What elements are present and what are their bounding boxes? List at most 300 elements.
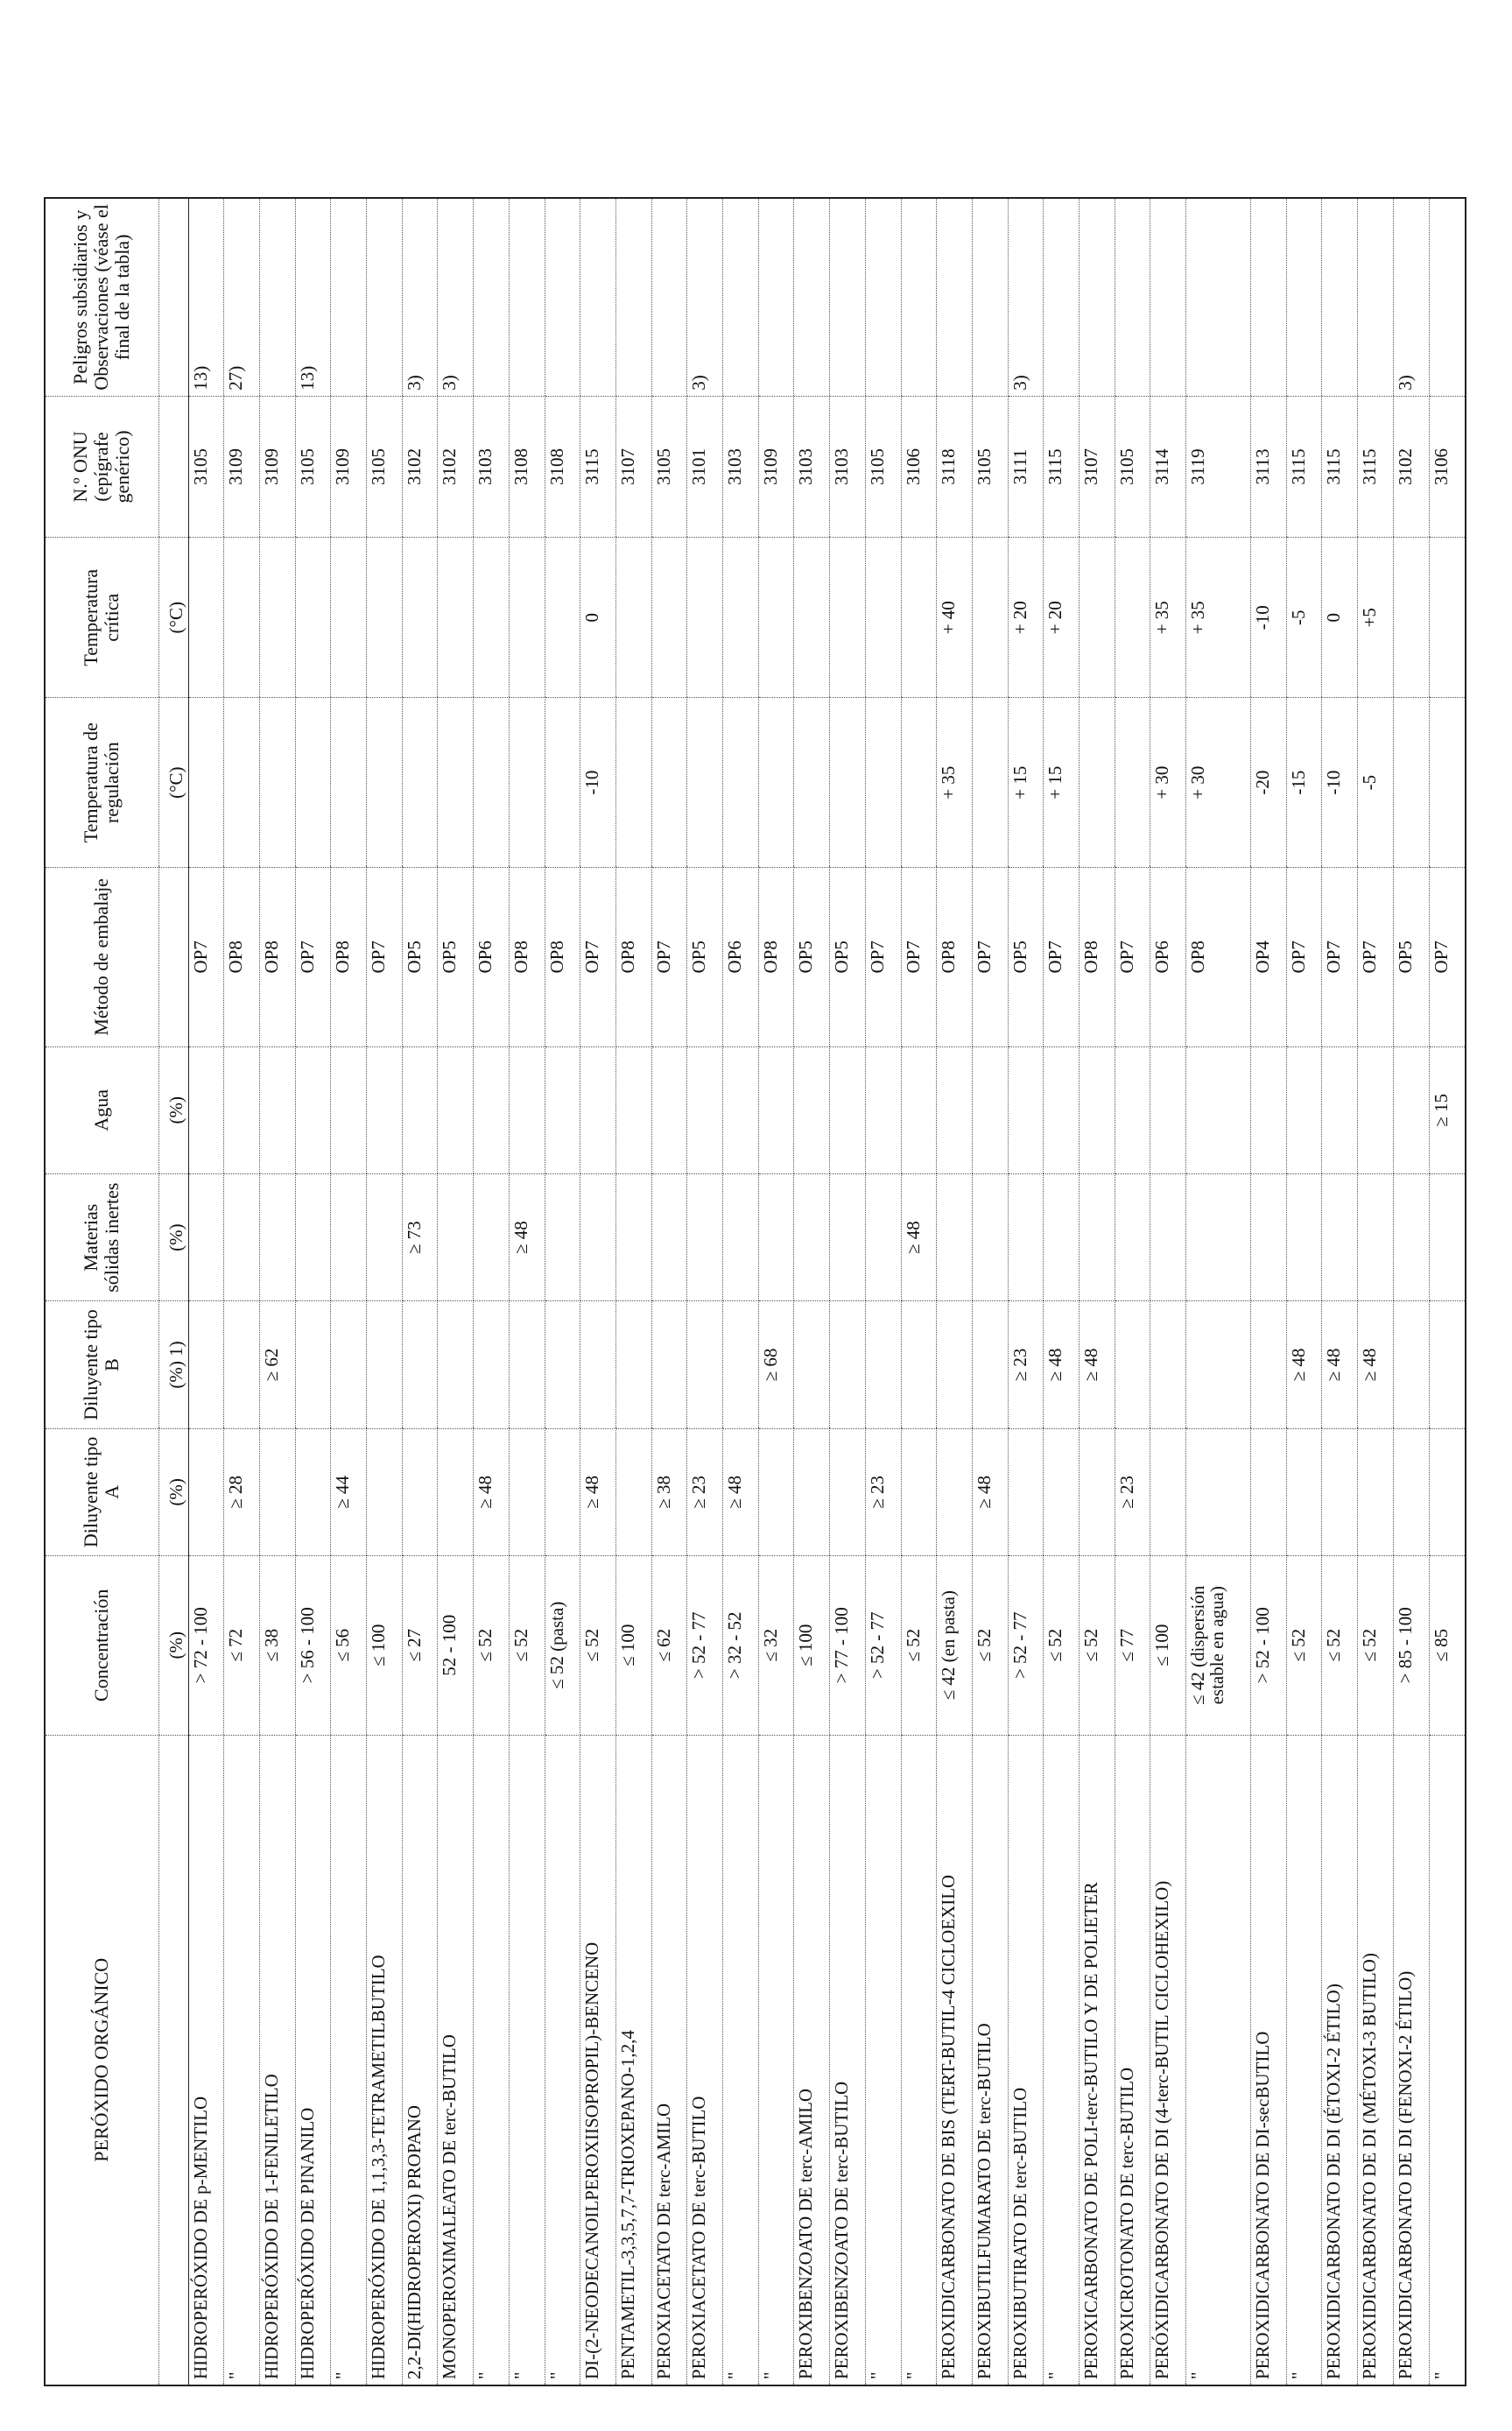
cell-water <box>865 1046 901 1173</box>
table-row <box>794 198 830 2385</box>
cell-diluent-b <box>1115 1301 1150 1428</box>
unit-cell: (%) <box>158 1046 188 1173</box>
cell-concentration: ≤ 85 <box>1429 1556 1466 1736</box>
cell-un-number: 3105 <box>972 396 1008 538</box>
table-row <box>1186 198 1251 2385</box>
cell-un-number: 3105 <box>1115 396 1150 538</box>
cell-diluent-a <box>1429 1428 1466 1555</box>
cell-subsidiary-risks <box>901 198 937 396</box>
table-row <box>1251 198 1287 2385</box>
col-header-un-number: N.º ONU (epígrafe genérico) <box>45 396 158 538</box>
cell-un-number: 3107 <box>1079 396 1115 538</box>
cell-diluent-a: ≥ 23 <box>687 1428 723 1555</box>
cell-packing-method: OP4 <box>1251 868 1287 1047</box>
organic-peroxides-table <box>44 197 1466 2386</box>
cell-control-temperature <box>331 698 367 868</box>
cell-water <box>972 1046 1008 1173</box>
cell-diluent-b <box>937 1301 973 1428</box>
cell-emergency-temperature <box>830 538 866 698</box>
cell-packing-method: OP7 <box>1115 868 1150 1047</box>
col-header-emergency-temperature: Temperatura crítica <box>45 538 158 698</box>
cell-emergency-temperature <box>1079 538 1115 698</box>
cell-water <box>937 1046 973 1173</box>
cell-inert-solids <box>1286 1173 1322 1300</box>
cell-diluent-a <box>1044 1428 1079 1555</box>
cell-emergency-temperature: + 35 <box>1150 538 1186 698</box>
cell-control-temperature <box>830 698 866 868</box>
cell-inert-solids <box>651 1173 687 1300</box>
cell-concentration: > 56 - 100 <box>295 1556 331 1736</box>
cell-control-temperature: + 35 <box>937 698 973 868</box>
cell-un-number: 3103 <box>830 396 866 538</box>
cell-un-number: 3103 <box>794 396 830 538</box>
cell-packing-method: OP8 <box>545 868 580 1047</box>
cell-subsidiary-risks <box>1044 198 1079 396</box>
cell-emergency-temperature <box>367 538 403 698</box>
cell-water <box>1008 1046 1044 1173</box>
cell-inert-solids <box>1150 1173 1186 1300</box>
unit-cell: (%) <box>158 1428 188 1555</box>
cell-diluent-a <box>794 1428 830 1555</box>
cell-control-temperature: + 30 <box>1186 698 1251 868</box>
col-header-control-temperature: Temperatura de regulación <box>45 698 158 868</box>
cell-control-temperature <box>438 698 474 868</box>
cell-concentration: > 52 - 77 <box>687 1556 723 1736</box>
cell-emergency-temperature: 0 <box>1322 538 1358 698</box>
cell-water <box>1079 1046 1115 1173</box>
cell-subsidiary-risks <box>1322 198 1358 396</box>
cell-control-temperature <box>402 698 438 868</box>
cell-water <box>474 1046 510 1173</box>
cell-diluent-b <box>545 1301 580 1428</box>
cell-concentration: ≤ 52 <box>972 1556 1008 1736</box>
cell-diluent-b <box>188 1301 224 1428</box>
table-row <box>1150 198 1186 2385</box>
cell-diluent-a <box>1008 1428 1044 1555</box>
cell-un-number: 3109 <box>758 396 794 538</box>
cell-water <box>259 1046 295 1173</box>
cell-un-number: 3101 <box>687 396 723 538</box>
cell-water <box>687 1046 723 1173</box>
table-row <box>901 198 937 2385</box>
cell-water: ≥ 15 <box>1429 1046 1466 1173</box>
unit-cell: (%) <box>158 1173 188 1300</box>
cell-inert-solids <box>1358 1173 1394 1300</box>
cell-diluent-b: ≥ 48 <box>1079 1301 1115 1428</box>
table-row <box>1429 198 1466 2385</box>
cell-concentration: > 85 - 100 <box>1393 1556 1429 1736</box>
cell-peroxide-name: " <box>331 1735 367 2385</box>
cell-packing-method: OP7 <box>295 868 331 1047</box>
cell-packing-method: OP8 <box>331 868 367 1047</box>
cell-subsidiary-risks <box>580 198 616 396</box>
table-row <box>865 198 901 2385</box>
cell-control-temperature <box>224 698 260 868</box>
cell-water <box>1358 1046 1394 1173</box>
cell-diluent-a: ≥ 44 <box>331 1428 367 1555</box>
col-header-packing-method: Método de embalaje <box>45 868 158 1047</box>
cell-subsidiary-risks <box>865 198 901 396</box>
cell-packing-method: OP8 <box>615 868 651 1047</box>
cell-diluent-b: ≥ 62 <box>259 1301 295 1428</box>
cell-water <box>1186 1046 1251 1173</box>
table-row <box>438 198 474 2385</box>
col-header-concentration: Concentración <box>45 1556 158 1736</box>
cell-peroxide-name: DI-(2-NEODECANOILPEROXIISOPROPIL)-BENCENO <box>580 1735 616 2385</box>
cell-water <box>794 1046 830 1173</box>
cell-peroxide-name: " <box>723 1735 759 2385</box>
cell-peroxide-name: PEROXIDICARBONATO DE DI (FENOXI-2 ÉTILO) <box>1393 1735 1429 2385</box>
col-header-diluent-b: Diluyente tipo B <box>45 1301 158 1428</box>
cell-inert-solids <box>1393 1173 1429 1300</box>
cell-diluent-a <box>1186 1428 1251 1555</box>
cell-un-number: 3111 <box>1008 396 1044 538</box>
cell-control-temperature <box>295 698 331 868</box>
cell-control-temperature <box>758 698 794 868</box>
units-row <box>158 198 188 2385</box>
cell-concentration: ≤ 52 (pasta) <box>545 1556 580 1736</box>
cell-peroxide-name: HIDROPERÓXIDO DE PINANILO <box>295 1735 331 2385</box>
cell-inert-solids <box>758 1173 794 1300</box>
header-row <box>45 198 158 2385</box>
cell-water <box>188 1046 224 1173</box>
cell-un-number: 3109 <box>259 396 295 538</box>
cell-diluent-a: ≥ 48 <box>972 1428 1008 1555</box>
cell-diluent-a <box>438 1428 474 1555</box>
cell-peroxide-name: HIDROPERÓXIDO DE 1,1,3,3-TETRAMETILBUTILO <box>367 1735 403 2385</box>
cell-inert-solids <box>687 1173 723 1300</box>
cell-un-number: 3118 <box>937 396 973 538</box>
cell-inert-solids: ≥ 48 <box>509 1173 545 1300</box>
cell-water <box>1286 1046 1322 1173</box>
unit-cell <box>158 868 188 1047</box>
cell-control-temperature: + 30 <box>1150 698 1186 868</box>
cell-water <box>1115 1046 1150 1173</box>
cell-emergency-temperature: + 40 <box>937 538 973 698</box>
cell-diluent-a <box>367 1428 403 1555</box>
cell-emergency-temperature <box>509 538 545 698</box>
cell-un-number: 3103 <box>723 396 759 538</box>
cell-concentration: 52 - 100 <box>438 1556 474 1736</box>
cell-peroxide-name: " <box>1044 1735 1079 2385</box>
cell-concentration: > 72 - 100 <box>188 1556 224 1736</box>
unit-cell: (%) <box>158 1556 188 1736</box>
cell-diluent-b <box>723 1301 759 1428</box>
cell-peroxide-name: PEROXIDICARBONATO DE DI (ÉTOXI-2 ÉTILO) <box>1322 1735 1358 2385</box>
cell-subsidiary-risks <box>1150 198 1186 396</box>
cell-diluent-a <box>937 1428 973 1555</box>
cell-inert-solids <box>794 1173 830 1300</box>
cell-un-number: 3103 <box>474 396 510 538</box>
cell-emergency-temperature <box>1115 538 1150 698</box>
table-row <box>937 198 973 2385</box>
cell-subsidiary-risks <box>1429 198 1466 396</box>
cell-subsidiary-risks: 3) <box>687 198 723 396</box>
cell-un-number: 3109 <box>331 396 367 538</box>
cell-subsidiary-risks <box>972 198 1008 396</box>
cell-emergency-temperature <box>615 538 651 698</box>
cell-inert-solids <box>545 1173 580 1300</box>
cell-peroxide-name: " <box>865 1735 901 2385</box>
cell-subsidiary-risks: 13) <box>295 198 331 396</box>
cell-un-number: 3115 <box>1322 396 1358 538</box>
cell-peroxide-name: PEROXIBUTILFUMARATO DE terc-BUTILO <box>972 1735 1008 2385</box>
table-row <box>1044 198 1079 2385</box>
cell-control-temperature <box>794 698 830 868</box>
cell-water <box>651 1046 687 1173</box>
cell-subsidiary-risks <box>615 198 651 396</box>
cell-diluent-b <box>615 1301 651 1428</box>
cell-emergency-temperature <box>758 538 794 698</box>
cell-diluent-a <box>509 1428 545 1555</box>
cell-emergency-temperature: 0 <box>580 538 616 698</box>
cell-diluent-a <box>188 1428 224 1555</box>
cell-emergency-temperature: +5 <box>1358 538 1394 698</box>
cell-peroxide-name: " <box>474 1735 510 2385</box>
cell-un-number: 3102 <box>438 396 474 538</box>
cell-diluent-b <box>1251 1301 1287 1428</box>
cell-concentration: > 52 - 100 <box>1251 1556 1287 1736</box>
cell-diluent-a <box>1358 1428 1394 1555</box>
cell-control-temperature <box>474 698 510 868</box>
cell-inert-solids <box>1322 1173 1358 1300</box>
cell-control-temperature: -20 <box>1251 698 1287 868</box>
cell-concentration: ≤ 52 <box>474 1556 510 1736</box>
cell-concentration: > 77 - 100 <box>830 1556 866 1736</box>
cell-emergency-temperature <box>687 538 723 698</box>
cell-water <box>1150 1046 1186 1173</box>
cell-emergency-temperature <box>1429 538 1466 698</box>
cell-peroxide-name: PENTAMETIL-3,3,5,7,7-TRIOXEPANO-1,2,4 <box>615 1735 651 2385</box>
cell-concentration: ≤ 100 <box>367 1556 403 1736</box>
cell-packing-method: OP8 <box>1079 868 1115 1047</box>
cell-control-temperature <box>972 698 1008 868</box>
cell-un-number: 3105 <box>865 396 901 538</box>
cell-control-temperature <box>651 698 687 868</box>
cell-packing-method: OP8 <box>758 868 794 1047</box>
cell-diluent-a <box>901 1428 937 1555</box>
cell-peroxide-name: PEROXIACETATO DE terc-BUTILO <box>687 1735 723 2385</box>
cell-diluent-a <box>402 1428 438 1555</box>
cell-diluent-b: ≥ 48 <box>1044 1301 1079 1428</box>
cell-subsidiary-risks: 3) <box>1008 198 1044 396</box>
cell-concentration: ≤ 77 <box>1115 1556 1150 1736</box>
cell-peroxide-name: " <box>1186 1735 1251 2385</box>
table-row <box>723 198 759 2385</box>
cell-un-number: 3105 <box>651 396 687 538</box>
cell-concentration: ≤ 42 (dispersión estable en agua) <box>1186 1556 1251 1736</box>
cell-diluent-a <box>1251 1428 1287 1555</box>
cell-inert-solids <box>188 1173 224 1300</box>
cell-emergency-temperature <box>224 538 260 698</box>
cell-water <box>723 1046 759 1173</box>
cell-control-temperature <box>1115 698 1150 868</box>
cell-water <box>224 1046 260 1173</box>
cell-un-number: 3106 <box>901 396 937 538</box>
cell-packing-method: OP8 <box>937 868 973 1047</box>
table-row <box>1115 198 1150 2385</box>
cell-concentration: ≤ 72 <box>224 1556 260 1736</box>
cell-concentration: ≤ 52 <box>1079 1556 1115 1736</box>
cell-concentration: ≤ 52 <box>1044 1556 1079 1736</box>
cell-peroxide-name: HIDROPERÓXIDO DE 1-FENILETILO <box>259 1735 295 2385</box>
col-header-peroxide: PERÓXIDO ORGÁNICO <box>45 1735 158 2385</box>
cell-un-number: 3114 <box>1150 396 1186 538</box>
cell-subsidiary-risks <box>331 198 367 396</box>
cell-water <box>580 1046 616 1173</box>
cell-diluent-b <box>794 1301 830 1428</box>
cell-subsidiary-risks <box>367 198 403 396</box>
cell-diluent-a <box>830 1428 866 1555</box>
cell-packing-method: OP7 <box>901 868 937 1047</box>
cell-concentration: ≤ 32 <box>758 1556 794 1736</box>
cell-inert-solids <box>1079 1173 1115 1300</box>
cell-concentration: ≤ 52 <box>580 1556 616 1736</box>
cell-subsidiary-risks <box>651 198 687 396</box>
cell-emergency-temperature: -10 <box>1251 538 1287 698</box>
cell-control-temperature: -5 <box>1358 698 1394 868</box>
cell-subsidiary-risks <box>509 198 545 396</box>
cell-packing-method: OP7 <box>367 868 403 1047</box>
cell-emergency-temperature <box>188 538 224 698</box>
cell-inert-solids <box>1186 1173 1251 1300</box>
cell-un-number: 3102 <box>1393 396 1429 538</box>
cell-diluent-b <box>367 1301 403 1428</box>
cell-diluent-a: ≥ 28 <box>224 1428 260 1555</box>
cell-un-number: 3115 <box>1044 396 1079 538</box>
cell-control-temperature <box>865 698 901 868</box>
cell-control-temperature: -15 <box>1286 698 1322 868</box>
table-row <box>830 198 866 2385</box>
cell-diluent-b: ≥ 68 <box>758 1301 794 1428</box>
table-row <box>758 198 794 2385</box>
cell-subsidiary-risks <box>1079 198 1115 396</box>
cell-peroxide-name: " <box>1429 1735 1466 2385</box>
cell-diluent-a: ≥ 48 <box>580 1428 616 1555</box>
cell-subsidiary-risks <box>1251 198 1287 396</box>
cell-inert-solids <box>367 1173 403 1300</box>
cell-packing-method: OP7 <box>580 868 616 1047</box>
cell-packing-method: OP5 <box>687 868 723 1047</box>
cell-subsidiary-risks <box>1358 198 1394 396</box>
col-header-subsidiary-risks: Peligros subsidiarios y Observaciones (véase el final de la tabla) <box>45 198 158 396</box>
cell-concentration: ≤ 52 <box>1322 1556 1358 1736</box>
cell-peroxide-name: PEROXIACETATO DE terc-AMILO <box>651 1735 687 2385</box>
cell-concentration: ≤ 38 <box>259 1556 295 1736</box>
cell-packing-method: OP8 <box>1186 868 1251 1047</box>
cell-inert-solids <box>295 1173 331 1300</box>
table-row <box>474 198 510 2385</box>
cell-peroxide-name: " <box>758 1735 794 2385</box>
cell-diluent-a: ≥ 48 <box>474 1428 510 1555</box>
cell-inert-solids <box>224 1173 260 1300</box>
cell-water <box>331 1046 367 1173</box>
cell-concentration: ≤ 52 <box>901 1556 937 1736</box>
cell-diluent-a <box>295 1428 331 1555</box>
cell-control-temperature <box>723 698 759 868</box>
cell-peroxide-name: HIDROPERÓXIDO DE p-MENTILO <box>188 1735 224 2385</box>
cell-emergency-temperature <box>794 538 830 698</box>
cell-inert-solids <box>723 1173 759 1300</box>
cell-diluent-b <box>1186 1301 1251 1428</box>
cell-concentration: ≤ 52 <box>1358 1556 1394 1736</box>
cell-emergency-temperature <box>474 538 510 698</box>
col-header-diluent-a: Diluyente tipo A <box>45 1428 158 1555</box>
table-row <box>402 198 438 2385</box>
cell-packing-method: OP7 <box>1358 868 1394 1047</box>
cell-diluent-b <box>580 1301 616 1428</box>
table-body <box>188 198 1466 2385</box>
cell-control-temperature <box>901 698 937 868</box>
table-row <box>615 198 651 2385</box>
unit-cell: (°C) <box>158 698 188 868</box>
cell-water <box>615 1046 651 1173</box>
cell-control-temperature: -10 <box>580 698 616 868</box>
cell-subsidiary-risks <box>259 198 295 396</box>
cell-peroxide-name: PEROXICARBONATO DE POLI-terc-BUTILO Y DE POLIETER <box>1079 1735 1115 2385</box>
cell-subsidiary-risks <box>545 198 580 396</box>
cell-un-number: 3115 <box>1358 396 1394 538</box>
cell-subsidiary-risks: 13) <box>188 198 224 396</box>
table-row <box>259 198 295 2385</box>
cell-peroxide-name: PEROXICROTONATO DE terc-BUTILO <box>1115 1735 1150 2385</box>
cell-emergency-temperature <box>651 538 687 698</box>
cell-peroxide-name: PEROXIBUTIRATO DE terc-BUTILO <box>1008 1735 1044 2385</box>
cell-emergency-temperature: + 20 <box>1008 538 1044 698</box>
cell-control-temperature <box>188 698 224 868</box>
table-row <box>972 198 1008 2385</box>
cell-emergency-temperature: + 35 <box>1186 538 1251 698</box>
cell-subsidiary-risks <box>1115 198 1150 396</box>
cell-subsidiary-risks: 3) <box>1393 198 1429 396</box>
unit-cell <box>158 198 188 396</box>
cell-diluent-b <box>901 1301 937 1428</box>
cell-packing-method: OP8 <box>259 868 295 1047</box>
cell-peroxide-name: 2,2-DI(HIDROPEROXI) PROPANO <box>402 1735 438 2385</box>
cell-diluent-b <box>1150 1301 1186 1428</box>
cell-diluent-b <box>224 1301 260 1428</box>
unit-cell <box>158 1735 188 2385</box>
cell-subsidiary-risks <box>474 198 510 396</box>
cell-emergency-temperature <box>295 538 331 698</box>
cell-diluent-b <box>295 1301 331 1428</box>
cell-packing-method: OP7 <box>1044 868 1079 1047</box>
cell-diluent-b <box>830 1301 866 1428</box>
cell-control-temperature <box>1393 698 1429 868</box>
cell-concentration: ≤ 56 <box>331 1556 367 1736</box>
cell-concentration: ≤ 100 <box>1150 1556 1186 1736</box>
cell-water <box>1322 1046 1358 1173</box>
unit-cell <box>158 396 188 538</box>
cell-packing-method: OP7 <box>651 868 687 1047</box>
table-row <box>509 198 545 2385</box>
cell-concentration: ≤ 100 <box>615 1556 651 1736</box>
cell-water <box>1251 1046 1287 1173</box>
table-row <box>331 198 367 2385</box>
cell-packing-method: OP8 <box>224 868 260 1047</box>
cell-control-temperature <box>1079 698 1115 868</box>
cell-diluent-a <box>1322 1428 1358 1555</box>
cell-emergency-temperature <box>865 538 901 698</box>
cell-diluent-a <box>1393 1428 1429 1555</box>
cell-peroxide-name: MONOPEROXIMALEATO DE terc-BUTILO <box>438 1735 474 2385</box>
cell-diluent-a <box>1079 1428 1115 1555</box>
cell-concentration: > 32 - 52 <box>723 1556 759 1736</box>
cell-diluent-b <box>972 1301 1008 1428</box>
cell-control-temperature <box>367 698 403 868</box>
cell-peroxide-name: PEROXIDICARBONATO DE BIS (TERT-BUTIL-4 CICLOEXILO <box>937 1735 973 2385</box>
cell-un-number: 3106 <box>1429 396 1466 538</box>
